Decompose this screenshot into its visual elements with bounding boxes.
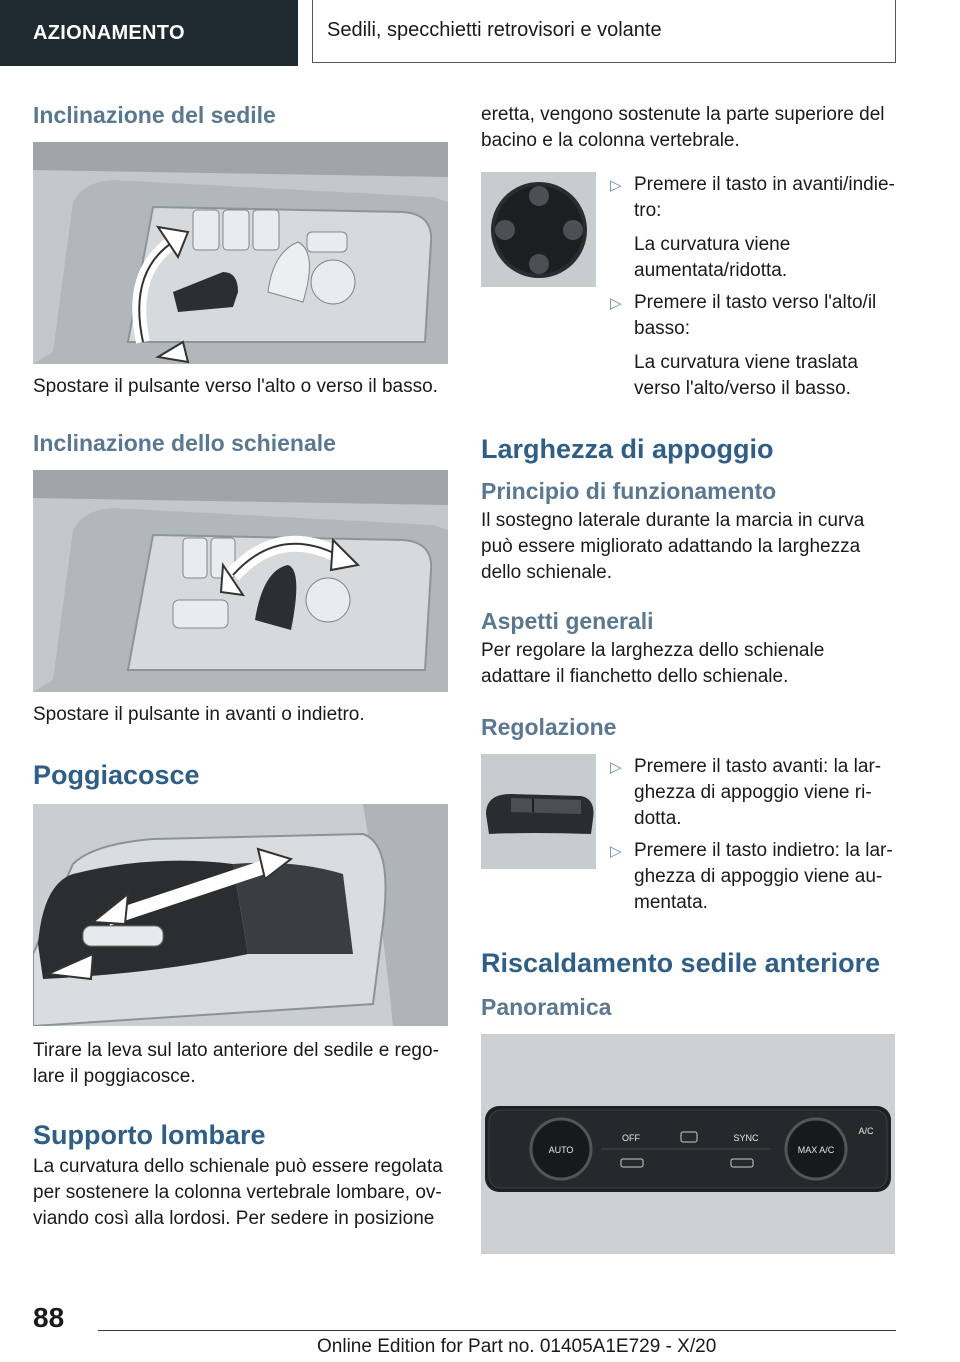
width-controls-block: [481, 754, 899, 916]
thigh-support-illustration: [33, 804, 448, 1026]
width-switch-photo: [481, 754, 596, 869]
chapter-title: Sedili, specchietti retrovisori e volante: [312, 0, 896, 63]
seat-switch-illustration: [33, 142, 448, 364]
heading-thigh-support: Poggiacosce: [33, 760, 200, 790]
left-column: [33, 100, 448, 1232]
triangle-bullet-icon: ▷: [610, 295, 622, 312]
heading-lumbar-support: Supporto lombare: [33, 1120, 266, 1150]
climate-panel-photo: [481, 1034, 895, 1254]
list-item: ▷ Premere il tasto in avanti/indie-tro:: [610, 172, 899, 224]
triangle-bullet-icon: ▷: [610, 759, 622, 776]
heading-operating-principle: Principio di funzionamento: [481, 478, 777, 504]
operating-principle-text: Il sostegno laterale durante la marcia in curva può essere migliorato adattando la larghezza dello schienale.: [481, 510, 865, 583]
list-item: ▷ Premere il tasto verso l'alto/il basso:: [610, 290, 899, 342]
lumbar-bullet-list: [610, 172, 899, 402]
width-button-illustration: [481, 754, 596, 869]
footer-divider: [98, 1330, 896, 1331]
triangle-bullet-icon: ▷: [610, 177, 622, 194]
ac-label: A/C: [858, 1126, 874, 1136]
seat-tilt-text: Spostare il pulsante verso l'alto o verso il basso.: [33, 376, 438, 397]
sync-label: SYNC: [733, 1133, 759, 1143]
heading-general: Aspetti generali: [481, 608, 654, 634]
thigh-support-text: Tirare la leva sul lato anteriore del sedile e rego-lare il poggiacosce.: [33, 1040, 439, 1087]
lumbar-controls-block: [481, 172, 899, 402]
heading-seat-tilt: Inclinazione del sedile: [33, 102, 276, 128]
max-ac-label: MAX A/C: [797, 1145, 835, 1155]
page-header: [0, 0, 960, 66]
backrest-switch-illustration: [33, 470, 448, 692]
backrest-tilt-photo: [33, 470, 448, 692]
list-item: ▷ Premere il tasto avanti: la lar-ghezza di appoggio viene ri-dotta.: [610, 754, 899, 832]
page-number: 88: [33, 1302, 65, 1333]
lumbar-support-text: La curvatura dello schienale può essere regolata per sostenere la colonna vertebrale lombare, ov-viando così alla lordosi. Per sedere in posizione: [33, 1156, 443, 1229]
heading-adjustment: Regolazione: [481, 714, 617, 740]
heading-seat-heating: Riscaldamento sedile anteriore: [481, 948, 881, 978]
heading-overview: Panoramica: [481, 994, 612, 1020]
width-bullet-list: [610, 754, 899, 916]
climate-panel-illustration: [481, 1034, 895, 1254]
triangle-bullet-icon: ▷: [610, 843, 622, 860]
lumbar-button-illustration: [481, 172, 596, 287]
section-tab: AZIONAMENTO: [0, 0, 298, 66]
list-item-result: La curvatura viene traslata verso l'alto/verso il basso.: [634, 352, 858, 399]
general-text: Per regolare la larghezza dello schienale adattare il fianchetto dello schienale.: [481, 640, 825, 687]
auto-label: AUTO: [548, 1145, 574, 1155]
thigh-support-photo: [33, 804, 448, 1026]
edition-note: Online Edition for Part no. 01405A1E729 - X/20: [317, 1336, 717, 1357]
heading-backrest-tilt: Inclinazione dello schienale: [33, 430, 336, 456]
list-item: ▷ Premere il tasto indietro: la lar-ghezza di appoggio viene au-mentata.: [610, 838, 899, 916]
list-item-result: La curvatura viene aumentata/ridotta.: [634, 234, 791, 281]
lumbar-switch-photo: [481, 172, 596, 287]
heading-support-width: Larghezza di appoggio: [481, 434, 774, 464]
off-label: OFF: [622, 1133, 640, 1143]
right-column: [481, 102, 899, 1254]
lumbar-support-text-continued: eretta, vengono sostenute la parte superiore del bacino e la colonna vertebrale.: [481, 104, 885, 151]
seat-tilt-photo: [33, 142, 448, 364]
backrest-tilt-text: Spostare il pulsante in avanti o indietro.: [33, 704, 365, 725]
